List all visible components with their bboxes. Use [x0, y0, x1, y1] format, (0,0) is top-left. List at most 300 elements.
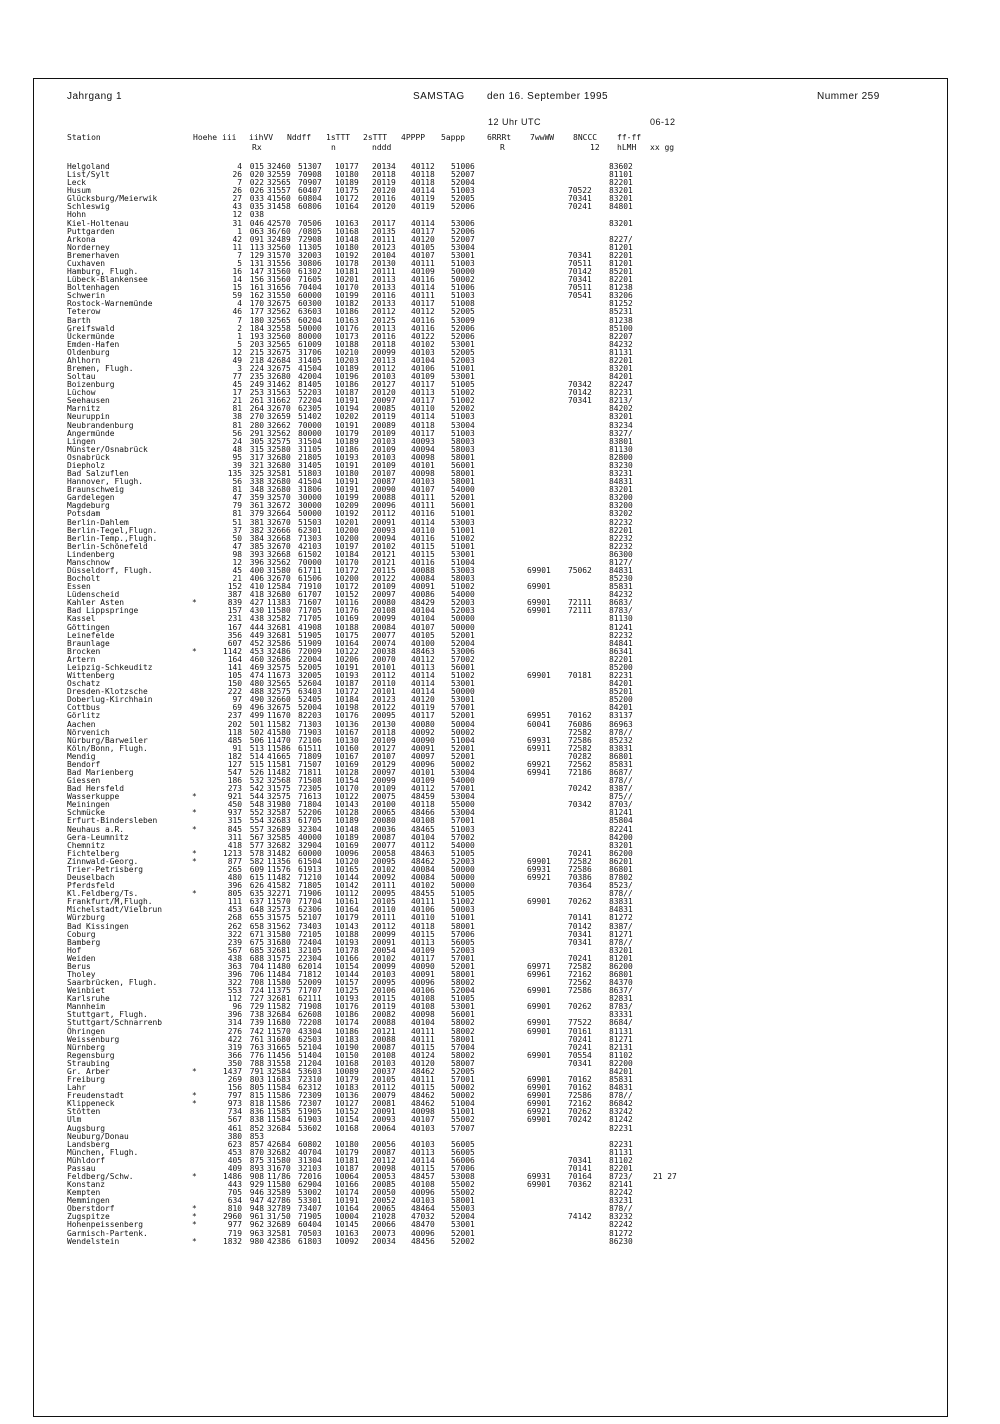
- cell-value: 83242: [609, 1107, 633, 1117]
- cell-value: 51006: [451, 162, 475, 171]
- station-name: Wittenberg: [67, 671, 115, 681]
- station-name: Berlin-Tegel,Flugn.: [67, 525, 158, 535]
- cell-value: 86963: [609, 719, 633, 729]
- cell-value: 20103: [372, 970, 396, 979]
- cell-value: 32675: [267, 364, 291, 373]
- cell-value: 20070: [372, 654, 396, 664]
- cell-value: 32681: [267, 945, 291, 955]
- cell-value: 50000: [451, 614, 475, 624]
- cell-value: 71605: [298, 275, 322, 285]
- cell-value: *: [192, 856, 197, 866]
- cell-value: 40105: [411, 630, 435, 640]
- cell-value: 40111: [411, 1026, 435, 1036]
- cell-value: 82200: [609, 1058, 633, 1068]
- cell-value: 82201: [609, 525, 633, 535]
- cell-value: 40111: [411, 1075, 435, 1085]
- cell-value: 607: [227, 638, 242, 648]
- cell-value: 40124: [411, 1050, 435, 1060]
- cell-value: 40102: [411, 881, 435, 891]
- cell-value: 20054: [372, 945, 396, 955]
- cell-value: 72404: [298, 937, 322, 947]
- cell-value: 70522: [568, 186, 592, 196]
- cell-value: 70242: [568, 784, 592, 794]
- cell-value: 10191: [335, 1196, 359, 1206]
- cell-value: 32684: [267, 1123, 291, 1133]
- cell-value: 32670: [267, 404, 291, 414]
- cell-value: 10191: [335, 396, 359, 406]
- station-name: Oberstdorf: [67, 1204, 115, 1214]
- cell-value: 20103: [372, 436, 396, 446]
- cell-value: 10145: [335, 1220, 359, 1230]
- cell-value: 82242: [609, 1188, 633, 1198]
- cell-value: 60041: [527, 719, 551, 729]
- cell-value: 21204: [298, 1058, 322, 1068]
- cell-value: 50000: [298, 323, 322, 333]
- cell-value: 734: [227, 1107, 242, 1117]
- table-row: [0, 1133, 1000, 1141]
- cell-value: 61913: [298, 864, 322, 874]
- table-row: [0, 1149, 1000, 1157]
- table-row: [0, 486, 1000, 494]
- cell-value: 177: [249, 307, 264, 317]
- station-name: Marnitz: [67, 404, 101, 414]
- cell-value: 10176: [335, 1002, 359, 1012]
- table-row: [0, 874, 1000, 882]
- cell-value: 32660: [267, 695, 291, 705]
- cell-value: 40119: [411, 202, 435, 212]
- cell-value: 61504: [298, 856, 322, 866]
- cell-value: 41504: [298, 477, 322, 487]
- cell-value: 12: [232, 557, 242, 567]
- cell-value: 763: [249, 1042, 264, 1052]
- cell-value: 84370: [609, 978, 633, 988]
- cell-value: 20099: [372, 347, 396, 357]
- cell-value: 53004: [451, 808, 475, 818]
- cell-value: 83201: [609, 186, 633, 196]
- column-header: [0, 133, 1000, 155]
- cell-value: 32573: [267, 905, 291, 915]
- cell-value: 739: [249, 1018, 264, 1028]
- cell-value: 70386: [568, 873, 592, 883]
- cell-value: 20066: [372, 1220, 396, 1230]
- station-name: Zugspitze: [67, 1212, 110, 1222]
- station-name: Bad Kissingen: [67, 921, 129, 931]
- cell-value: 69901: [527, 1115, 551, 1125]
- station-name: Ückermünde: [67, 331, 115, 341]
- cell-value: 32560: [267, 242, 291, 252]
- cell-value: 61711: [298, 566, 322, 575]
- cell-value: 515: [249, 759, 264, 769]
- cell-value: 32562: [267, 428, 291, 438]
- cell-value: 48: [232, 444, 242, 454]
- cell-value: 11582: [267, 719, 291, 729]
- cell-value: 805: [227, 889, 242, 899]
- cell-value: 325: [249, 469, 264, 479]
- cell-value: 152: [227, 582, 242, 592]
- cell-value: 51002: [451, 388, 475, 398]
- cell-value: 72908: [298, 234, 322, 244]
- cell-value: 58002: [451, 1026, 475, 1036]
- cell-value: 20093: [372, 525, 396, 535]
- cell-value: 10181: [335, 267, 359, 277]
- cell-value: 32460: [267, 162, 291, 171]
- cell-value: 269: [227, 1075, 242, 1085]
- table-row: [0, 712, 1000, 720]
- cell-value: 83201: [609, 412, 633, 422]
- cell-value: 81131: [609, 1147, 633, 1157]
- cell-value: 729: [249, 1002, 264, 1012]
- cell-value: 70162: [568, 1083, 592, 1093]
- cell-value: 57001: [451, 816, 475, 826]
- cell-value: 70161: [568, 1026, 592, 1036]
- cell-value: 71210: [298, 873, 322, 883]
- cell-value: 32575: [267, 792, 291, 802]
- weekday-label: SAMSTAG: [413, 91, 465, 102]
- cell-value: 20095: [372, 856, 396, 866]
- cell-value: 51503: [298, 517, 322, 527]
- cell-value: 438: [249, 614, 264, 624]
- station-name: Bad Salzuflen: [67, 469, 129, 479]
- table-row: [0, 882, 1000, 890]
- cell-value: 20120: [372, 202, 396, 212]
- cell-value: 980: [249, 1236, 264, 1246]
- cell-value: 32680: [267, 590, 291, 600]
- station-name: Göttingen: [67, 622, 110, 632]
- cell-value: 70341: [568, 1155, 592, 1165]
- cell-value: 40107: [411, 622, 435, 632]
- cell-value: 11482: [267, 873, 291, 883]
- cell-value: 82232: [609, 533, 633, 543]
- cell-value: 40112: [411, 654, 435, 664]
- cell-value: 53301: [298, 1196, 322, 1206]
- cell-value: 69901: [527, 566, 551, 575]
- cell-value: 54000: [451, 776, 475, 786]
- cell-value: 62014: [298, 961, 322, 971]
- cell-value: 83234: [609, 420, 633, 430]
- cell-value: 22304: [298, 953, 322, 963]
- table-row: [0, 850, 1000, 858]
- cell-value: 805: [249, 1083, 264, 1093]
- cell-value: 8783/: [609, 1002, 633, 1012]
- cell-value: 32271: [267, 889, 291, 899]
- station-name: Lingen: [67, 436, 96, 446]
- station-name: Cuxhaven: [67, 258, 106, 268]
- cell-value: 56001: [451, 1010, 475, 1020]
- table-row: [0, 494, 1000, 502]
- cell-value: 10193: [335, 671, 359, 681]
- table-row: [0, 672, 1000, 680]
- cell-value: 12584: [267, 582, 291, 592]
- station-name: Greifswald: [67, 323, 115, 333]
- cell-value: 20113: [372, 275, 396, 285]
- cell-value: 547: [227, 768, 242, 777]
- observation-time: 12 Uhr UTC: [488, 117, 542, 127]
- cell-value: 10163: [335, 315, 359, 325]
- cell-value: 52001: [451, 1228, 475, 1238]
- cell-value: 40111: [411, 501, 435, 511]
- cell-value: 10189: [335, 364, 359, 373]
- station-name: Ahlhorn: [67, 355, 101, 365]
- cell-value: 82231: [609, 388, 633, 398]
- station-name: Pferdsfeld: [67, 881, 115, 891]
- cell-value: 776: [249, 1050, 264, 1060]
- cell-value: 69901: [527, 1026, 551, 1036]
- station-name: Chemnitz: [67, 840, 106, 850]
- cell-value: 48455: [411, 889, 435, 899]
- column-sublabel: n: [331, 143, 336, 152]
- cell-value: 20103: [372, 1058, 396, 1068]
- cell-value: 51003: [451, 186, 475, 196]
- cell-value: 83200: [609, 493, 633, 503]
- cell-value: 52001: [451, 961, 475, 971]
- cell-value: 875//: [609, 792, 633, 802]
- cell-value: 10143: [335, 800, 359, 810]
- cell-value: 40109: [411, 372, 435, 382]
- table-row: [0, 228, 1000, 236]
- cell-value: 82800: [609, 452, 633, 462]
- cell-value: 11582: [267, 1002, 291, 1012]
- cell-value: 878//: [609, 937, 633, 947]
- cell-value: 57006: [451, 1163, 475, 1173]
- cell-value: 49: [232, 355, 242, 365]
- cell-value: 973: [227, 1099, 242, 1109]
- cell-value: 112: [227, 994, 242, 1004]
- cell-value: 091: [249, 234, 264, 244]
- station-name: Stuttgart, Flugh.: [67, 1010, 148, 1020]
- cell-value: 845: [227, 824, 242, 834]
- cell-value: 72111: [568, 606, 592, 616]
- cell-value: 83206: [609, 291, 633, 301]
- cell-value: 72586: [568, 735, 592, 745]
- cell-value: 82831: [609, 994, 633, 1004]
- cell-value: 40114: [411, 283, 435, 293]
- cell-value: 85100: [609, 323, 633, 333]
- cell-value: 40118: [411, 170, 435, 180]
- cell-value: 738: [249, 1010, 264, 1020]
- station-name: Manschnow: [67, 557, 110, 567]
- cell-value: 42386: [267, 1236, 291, 1246]
- cell-value: 026: [249, 186, 264, 196]
- cell-value: 231: [227, 614, 242, 624]
- cell-value: 69901: [527, 1002, 551, 1012]
- cell-value: 32558: [267, 323, 291, 333]
- station-name: Bad Lippspringe: [67, 606, 139, 616]
- cell-value: 69921: [527, 873, 551, 883]
- cell-value: 81272: [609, 913, 633, 923]
- cell-value: 10196: [335, 372, 359, 382]
- column-sublabel: xx gg: [650, 143, 675, 152]
- table-row: [0, 777, 1000, 785]
- cell-value: 422: [227, 1034, 242, 1044]
- cell-value: 685: [249, 945, 264, 955]
- cell-value: 20034: [372, 1236, 396, 1246]
- table-row: [0, 1230, 1000, 1238]
- cell-value: 84200: [609, 832, 633, 842]
- cell-value: 10188: [335, 622, 359, 632]
- cell-value: 20073: [372, 1228, 396, 1238]
- station-name: Bocholt: [67, 574, 101, 584]
- cell-value: 72586: [568, 1091, 592, 1101]
- station-name: Potsdam: [67, 509, 101, 519]
- cell-value: 56001: [451, 501, 475, 511]
- cell-value: 20074: [372, 638, 396, 648]
- station-name: Lüchow: [67, 388, 96, 398]
- cell-value: 31563: [267, 388, 291, 398]
- cell-value: 72309: [298, 1091, 322, 1101]
- cell-value: 32105: [298, 945, 322, 955]
- cell-value: 80000: [298, 331, 322, 341]
- cell-value: 26: [232, 170, 242, 180]
- cell-value: 40108: [411, 1002, 435, 1012]
- cell-value: 40117: [411, 711, 435, 721]
- cell-value: 40093: [411, 436, 435, 446]
- cell-value: 50000: [451, 267, 475, 277]
- station-name: Öhringen: [67, 1026, 106, 1036]
- cell-value: 70342: [568, 800, 592, 810]
- cell-value: 40097: [411, 751, 435, 761]
- cell-value: 72204: [298, 396, 322, 406]
- cell-value: 31304: [298, 1155, 322, 1165]
- cell-value: 40091: [411, 743, 435, 753]
- table-row: [0, 817, 1000, 825]
- cell-value: 40112: [411, 784, 435, 794]
- station-name: Seehausen: [67, 396, 110, 406]
- cell-value: 70241: [568, 848, 592, 858]
- cell-value: 31580: [267, 1155, 291, 1165]
- cell-value: 22004: [298, 654, 322, 664]
- cell-value: 31570: [267, 250, 291, 260]
- table-row: [0, 1125, 1000, 1133]
- cell-value: 53003: [451, 517, 475, 527]
- cell-value: 31656: [267, 283, 291, 293]
- cell-value: 688: [249, 953, 264, 963]
- cell-value: 20088: [372, 1018, 396, 1028]
- station-name: Gera-Leumnitz: [67, 832, 129, 842]
- cell-value: 141: [227, 662, 242, 672]
- station-name: Trier-Petrisberg: [67, 864, 144, 874]
- cell-value: 962: [249, 1220, 264, 1230]
- table-row: [0, 308, 1000, 316]
- cell-value: 32580: [267, 444, 291, 454]
- cell-value: 10165: [335, 864, 359, 874]
- cell-value: 634: [227, 1196, 242, 1206]
- table-row: [0, 1213, 1000, 1221]
- cell-value: *: [192, 1172, 197, 1181]
- cell-value: 84232: [609, 590, 633, 600]
- station-name: Tholey: [67, 970, 96, 979]
- cell-value: 58003: [451, 436, 475, 446]
- cell-value: 31462: [267, 380, 291, 390]
- cell-value: 552: [249, 808, 264, 818]
- table-row: [0, 1019, 1000, 1027]
- cell-value: 70341: [568, 1058, 592, 1068]
- cell-value: 10177: [335, 162, 359, 171]
- station-name: Meiningen: [67, 800, 110, 810]
- cell-value: 87802: [609, 873, 633, 883]
- cell-value: 405: [227, 1155, 242, 1165]
- cell-value: 438: [227, 953, 242, 963]
- cell-value: 20065: [372, 1204, 396, 1214]
- cell-value: 31706: [298, 347, 322, 357]
- cell-value: 32681: [267, 630, 291, 640]
- cell-value: 31/50: [267, 1212, 291, 1222]
- cell-value: 32680: [267, 477, 291, 487]
- cell-value: 838: [249, 1115, 264, 1125]
- cell-value: 71805: [298, 881, 322, 891]
- cell-value: 60802: [298, 1139, 322, 1149]
- cell-value: 20113: [372, 323, 396, 333]
- cell-value: 51402: [298, 412, 322, 422]
- table-row: [0, 648, 1000, 656]
- table-row: [0, 979, 1000, 987]
- cell-value: 81: [232, 509, 242, 519]
- cell-value: 20093: [372, 1115, 396, 1125]
- table-row: [0, 284, 1000, 292]
- cell-value: 623: [227, 1139, 242, 1149]
- cell-value: 10206: [335, 654, 359, 664]
- cell-value: 961: [249, 1212, 264, 1222]
- cell-value: 81130: [609, 614, 633, 624]
- cell-value: 315: [249, 444, 264, 454]
- cell-value: 878//: [609, 889, 633, 899]
- cell-value: 20052: [372, 1196, 396, 1206]
- cell-value: 83831: [609, 743, 633, 753]
- station-name: Husum: [67, 186, 91, 196]
- table-row: [0, 1221, 1000, 1229]
- station-name: Osnabrück: [67, 452, 110, 462]
- cell-value: 69951: [527, 711, 551, 721]
- cell-value: 52104: [298, 1042, 322, 1052]
- cell-value: 8387/: [609, 784, 633, 794]
- cell-value: 11670: [267, 711, 291, 721]
- cell-value: 270: [249, 412, 264, 422]
- table-row: [0, 761, 1000, 769]
- cell-value: 10163: [335, 1228, 359, 1238]
- cell-value: 10202: [335, 412, 359, 422]
- cell-value: 70241: [568, 202, 592, 212]
- cell-value: 50000: [298, 509, 322, 519]
- column-label: 5appp: [441, 133, 466, 142]
- station-name: Kahler Asten: [67, 598, 125, 608]
- cell-value: 20112: [372, 364, 396, 373]
- cell-value: 82231: [609, 1139, 633, 1149]
- cell-value: 47: [232, 493, 242, 503]
- cell-value: 32672: [267, 501, 291, 511]
- cell-value: 113: [249, 242, 264, 252]
- cell-value: 20103: [372, 452, 396, 462]
- cell-value: 83200: [609, 501, 633, 511]
- cell-value: 20109: [372, 460, 396, 470]
- cell-value: 32670: [267, 574, 291, 584]
- station-name: Bremerhaven: [67, 250, 120, 260]
- cell-value: 449: [249, 630, 264, 640]
- table-row: [0, 987, 1000, 995]
- cell-value: 11: [232, 242, 242, 252]
- cell-value: 40116: [411, 557, 435, 567]
- period-label: 06-12: [650, 117, 676, 127]
- cell-value: 40116: [411, 533, 435, 543]
- cell-value: 253: [249, 388, 264, 398]
- cell-value: 40105: [411, 242, 435, 252]
- cell-value: 20090: [372, 485, 396, 495]
- cell-value: 56006: [451, 1155, 475, 1165]
- cell-value: 82201: [609, 1163, 633, 1173]
- cell-value: 61803: [298, 1236, 322, 1246]
- cell-value: 10167: [335, 751, 359, 761]
- table-row: [0, 1003, 1000, 1011]
- cell-value: 10175: [335, 630, 359, 640]
- cell-value: 58001: [451, 477, 475, 487]
